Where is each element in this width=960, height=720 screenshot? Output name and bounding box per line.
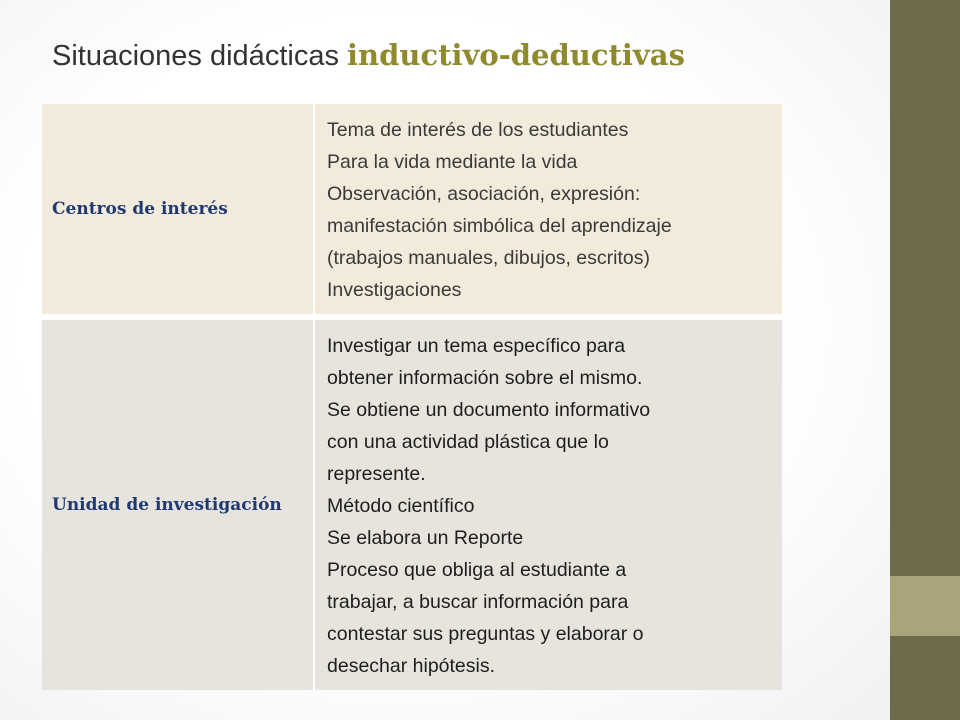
slide-title xyxy=(52,38,685,73)
content-line: represente. xyxy=(327,463,426,485)
content-line: (trabajos manuales, dibujos, escritos) xyxy=(327,247,650,269)
content-line: Se obtiene un documento informativo xyxy=(327,399,651,421)
content-line: con una actividad plástica que lo xyxy=(327,431,609,453)
slide-title-plain: Situaciones didácticas xyxy=(52,40,347,72)
row-content-centros-de-interes xyxy=(314,104,782,317)
row-content-unidad-de-investigacion xyxy=(314,317,782,690)
content-line: trabajar, a buscar información para xyxy=(327,591,629,613)
row-label-unidad-de-investigacion: Unidad de investigación xyxy=(42,317,314,690)
content-line: Investigaciones xyxy=(327,279,462,301)
content-table xyxy=(42,104,782,690)
content-line: Investigar un tema específico para xyxy=(327,335,626,357)
content-line: contestar sus preguntas y elaborar o xyxy=(327,623,644,645)
row-label-centros-de-interes: Centros de interés xyxy=(42,104,314,317)
slide-title-highlight: inductivo-deductivas xyxy=(347,38,685,72)
content-line: Para la vida mediante la vida xyxy=(327,151,578,173)
content-line: Observación, asociación, expresión: xyxy=(327,183,641,205)
content-line: Método científico xyxy=(327,495,475,517)
content-line: manifestación simbólica del aprendizaje xyxy=(327,215,672,237)
table-row xyxy=(42,104,782,317)
table-row xyxy=(42,317,782,690)
decorative-sidebar-accent xyxy=(890,576,960,636)
content-line: desechar hipótesis. xyxy=(327,655,496,677)
content-line: obtener información sobre el mismo. xyxy=(327,367,643,389)
content-line: Proceso que obliga al estudiante a xyxy=(327,559,627,581)
content-line: Tema de interés de los estudiantes xyxy=(327,119,629,141)
content-line: Se elabora un Reporte xyxy=(327,527,524,549)
